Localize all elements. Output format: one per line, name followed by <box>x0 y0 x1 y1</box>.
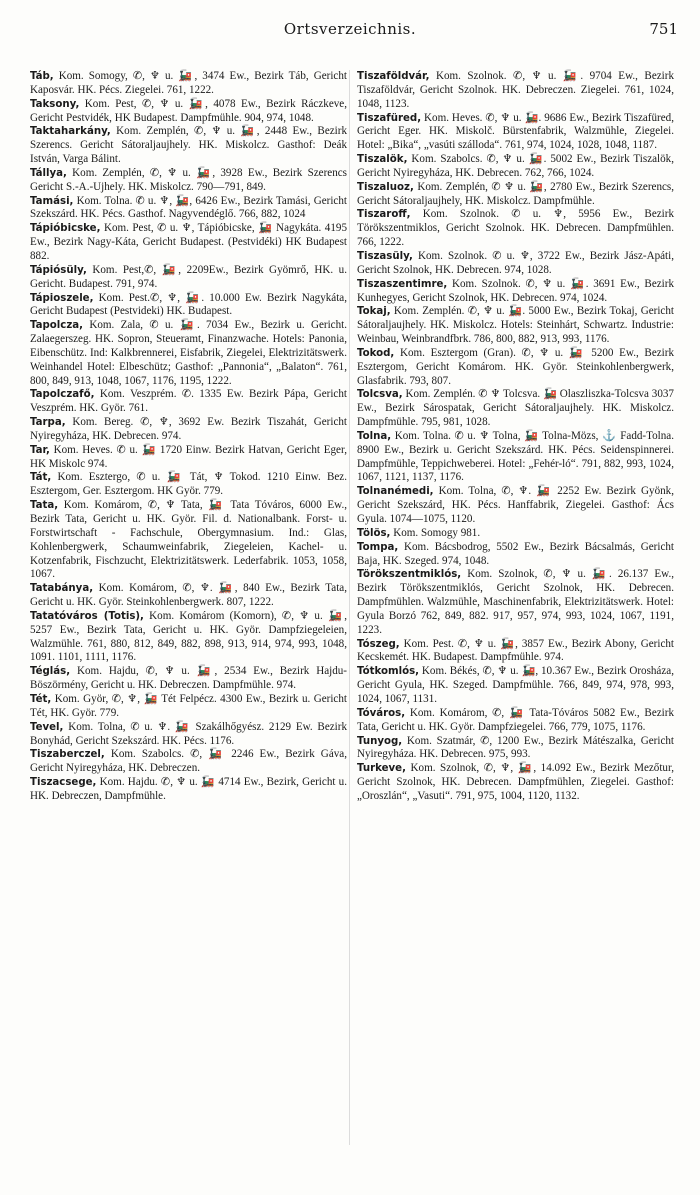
entry-headword: Tatatóváros (Totis), <box>30 610 144 622</box>
directory-entry <box>357 153 674 181</box>
entry-text: Kom. Bácsbodrog, 5502 Ew., Bezirk Bácsalmás, Gericht Baja, HK. Szeged. 974, 1048. <box>357 540 674 567</box>
entry-text: Kom. Szatmár, ✆, 1200 Ew., Bezirk Mátészalka, Gericht Nyiregyháza. HK. Debrecen. 975, 993. <box>357 734 674 761</box>
entry-text: Kom. Szabolcs. ✆, 🚂 2246 Ew., Bezirk Gáva, Gericht Nyiregyháza, HK. Debreczen. <box>30 748 347 775</box>
entry-headword: Tiszalök, <box>357 154 408 166</box>
entry-text: Kom. Györ, ✆, ♆, 🚂 Tét Felpécz. 4300 Ew., Bezirk u. Gericht Tét, HK. Györ. 779. <box>30 692 347 719</box>
directory-entry <box>357 305 674 347</box>
directory-entry <box>357 527 674 541</box>
entry-headword: Tokod, <box>357 347 395 359</box>
entry-text: Kom. Veszprém. ✆. 1335 Ew. Bezirk Pápa, Gericht Veszprém. HK. Györ. 761. <box>30 388 347 415</box>
entry-headword: Tiszaberczel, <box>30 749 105 761</box>
entry-text: Kom. Tolna, ✆ u. ♆. 🚂 Szakálhőgyész. 2129 Ew. Bezirk Bonyhád, Gericht Szekszárd. HK. Pécs. 1176. <box>30 720 347 747</box>
entry-text: Kom. Somogy, ✆, ♆ u. 🚂, 3474 Ew., Bezirk Táb, Gericht Kaposvár. HK. Pécs. Ziegelei. 761, 1222. <box>30 70 347 96</box>
right-column <box>357 70 674 804</box>
directory-entry <box>30 319 347 388</box>
entry-headword: Tápióbicske, <box>30 223 101 235</box>
directory-entry <box>30 70 347 98</box>
entry-headword: Tiszaluoz, <box>357 181 414 193</box>
directory-entry <box>357 485 674 527</box>
entry-text: Kom. Zemplén, ✆, ♆ u. 🚂, 2448 Ew., Bezirk Szerencs. Gericht Sátoraljaujhely. HK. Miskolcz. Gasthof: Deák István, Varga Bálint. <box>30 125 347 166</box>
entry-headword: Tiszafüred, <box>357 112 422 124</box>
entry-text: Kom. Zemplén. ✆ ♆ Tolcsva. 🚂 Olaszliszka-Tolcsva 3037 Ew., Bezirk Sárospatak, Gericht Sátoraljaujhely. HK. Miskolcz. Dampfmühle. 795, 981, 1028. <box>357 388 674 429</box>
directory-entry <box>30 665 347 693</box>
entry-text: Kom. Pest,✆, 🚂, 2209Ew., Bezirk Gyömrő, HK. u. Gericht. Budapest. 791, 974. <box>30 263 347 290</box>
directory-entry <box>357 181 674 209</box>
entry-text: Kom. Bereg. ✆, ♆, 3692 Ew. Bezirk Tiszahát, Gericht Nyiregyháza, HK. Debrecen. 974. <box>30 416 347 442</box>
entry-text: Kom. Szolnok, ✆, ♆, 🚂, 14.092 Ew., Bezirk Mezőtur, Gericht Szolnok, HK. Debrecen. Dampfmühlen, Ziegelei. Gasthof: „Oroszlán“, „Vasuti“. 791, 975, 1004, 1120, 1132. <box>357 762 674 802</box>
entry-text: Kom. Szolnok, ✆, ♆ u. 🚂. 26.137 Ew., Bezirk Törökszentmiklós, Gericht Szolnok, HK. Debrecen. Dampfmühlen. Walzmühle, Maschinenfabrik, Elektrizitätswerk. Hotel: Gyula Borzó 762, 849, 882. 917, 957, 974, 993, 1024, 1067, 1191, 1223. <box>357 568 674 636</box>
entry-headword: Tápioszele, <box>30 292 94 304</box>
running-head: Ortsverzeichnis. <box>283 20 417 38</box>
directory-entry <box>357 112 674 154</box>
directory-entry <box>357 762 674 804</box>
directory-entry <box>30 98 347 126</box>
entry-text: Kom. Esztergo, ✆ u. 🚂 Tát, ♆ Tokod. 1210 Einw. Bez. Esztergom, Ger. Esztergom. HK Györ. 779. <box>30 471 347 498</box>
entry-headword: Tevel, <box>30 721 64 733</box>
entry-text: Kom. Komárom, ✆, ♆ Tata, 🚂 Tata Tóváros, 6000 Ew., Bezirk Tata, Gericht u. HK. Györ. Fil. d. Nationalbank. Forst- u. Forstwirtschaft - Fachschule, Obergymnasium. Ind.: Glas, Kohlenbergwerk, Schaumweinfabrik, Ziegeleien, Kachel- u. Kotzenfabrik, Fischzucht, Elektrizitätswerk. Lederfabrik. 1053, 1058, 1067. <box>30 499 347 581</box>
directory-entry <box>30 748 347 776</box>
entry-headword: Tar, <box>30 444 50 456</box>
directory-entry <box>30 222 347 264</box>
directory-entry <box>30 693 347 721</box>
entry-text: Kom. Heves. ✆ u. 🚂 1720 Einw. Bezirk Hatvan, Gericht Eger, HK Miskolc 974. <box>30 443 347 470</box>
entry-headword: Tamási, <box>30 195 74 207</box>
page-number: 751 <box>649 20 678 38</box>
entry-headword: Tatabánya, <box>30 583 94 595</box>
directory-entry <box>357 430 674 485</box>
directory-entry <box>30 721 347 749</box>
entry-headword: Turkeve, <box>357 763 406 775</box>
directory-entry <box>30 471 347 499</box>
entry-text: Kom. Pest, ✆, ♆ u. 🚂, 4078 Ew., Bezirk Ráczkeve, Gericht Pestvidék, HK Budapest. Dampfmühle. 904, 974, 1048. <box>30 97 347 124</box>
entry-text: Kom. Szolnok. ✆ u. ♆, 5956 Ew., Bezirk Törökszentmiklos, Gericht Szolnok. HK. Debrecen. Dampfmühlen. 766, 1222. <box>357 208 674 249</box>
entry-headword: Tarpa, <box>30 417 66 429</box>
entry-text: Kom. Zemplén, ✆ ♆ u. 🚂, 2780 Ew., Bezirk Szerencs, Gericht Sátoraljaujhely, HK. Miskolcz. Dampfmühle. <box>357 180 675 207</box>
entry-text: Kom. Tolna. ✆ u. ♆ Tolna, 🚂 Tolna-Mözs, ⚓ Fadd-Tolna. 8900 Ew., Bezirk u. Gericht Szekszárd. HK. Pécs. Seidenspinnerei. Dampfmühle, Teppichweberei. Hotel: „Fehér-ló“. 791, 882, 993, 1024, 1067, 1121, 1137, 1176. <box>357 429 674 484</box>
entry-text: Kom. Szolnok. ✆ u. ♆, 3722 Ew., Bezirk Jász-Apáti, Gericht Szolnok, HK. Debrecen. 974, 1028. <box>357 249 674 276</box>
directory-entry <box>30 264 347 292</box>
entry-text: Kom. Zemplén, ✆, ♆ u. 🚂, 3928 Ew., Bezirk Szerencs Gericht S.-A.-Ujhely. HK. Miskolcz. 790—791, 849. <box>30 166 347 193</box>
entry-headword: Tölös, <box>357 527 391 539</box>
entry-headword: Tata, <box>30 500 59 512</box>
entry-headword: Téglás, <box>30 666 71 678</box>
entry-headword: Tótkomlós, <box>357 666 420 678</box>
directory-entry <box>30 125 347 167</box>
entry-headword: Tápiósüly, <box>30 264 87 276</box>
directory-entry <box>30 610 347 665</box>
entry-headword: Tószeg, <box>357 638 400 650</box>
entry-headword: Tapolczafő, <box>30 389 95 401</box>
entry-text: Kom. Tolna, ✆, ♆. 🚂 2252 Ew. Bezirk Gyönk, Gericht Szekszárd, HK. Pécs. Hanffabrik, Ziegelei. Gasthof: Ács Gyula. 1074—1075, 1120. <box>357 485 674 525</box>
entry-text: Kom. Pest. ✆, ♆ u. 🚂, 3857 Ew., Bezirk Abony, Gericht Kecskemét. HK. Budapest. Dampfmühle. 974. <box>357 637 674 664</box>
directory-entry <box>357 568 674 637</box>
directory-entry <box>30 499 347 582</box>
directory-entry <box>30 292 347 320</box>
entry-headword: Tiszacsege, <box>30 777 97 789</box>
directory-entry <box>357 70 674 112</box>
entry-headword: Tiszasüly, <box>357 250 413 262</box>
entry-text: Kom. Pest, ✆ u. ♆, Tápióbicske, 🚂 Nagykáta. 4195 Ew., Bezirk Nagy-Káta, Gericht Budapest. (Pestvidéki) HK Budapest 882. <box>30 222 347 262</box>
directory-entry <box>357 278 674 306</box>
entry-text: Kom. Somogy 981. <box>393 526 481 539</box>
entry-text: Kom. Komárom, ✆, 🚂 Tata-Tóváros 5082 Ew., Bezirk Tata, Gericht u. HK. Györ. Dampfziegelei. 766, 779, 1075, 1176. <box>357 706 674 733</box>
directory-entry <box>30 195 347 223</box>
entry-headword: Tokaj, <box>357 306 391 318</box>
entry-headword: Tiszaroff, <box>357 209 411 221</box>
directory-entry <box>30 416 347 444</box>
entry-headword: Tolna, <box>357 430 392 442</box>
entry-headword: Tát, <box>30 472 52 484</box>
directory-entry <box>357 250 674 278</box>
entry-text: Kom. Zemplén. ✆, ♆ u. 🚂. 5000 Ew., Bezirk Tokaj, Gericht Sátoraljaujhely. HK. Miskolcz. Hotels: Steinhárt, Schwartz. Industrie: Weinbau, Weinbrandfbrk. 786, 800, 882, 913, 993, 1176. <box>357 305 674 346</box>
entry-headword: Tét, <box>30 693 52 705</box>
entry-headword: Táb, <box>30 71 54 82</box>
entry-text: Kom. Hajdu, ✆, ♆ u. 🚂, 2534 Ew., Bezirk Hajdu-Böszörmény, Gericht u. HK. Debreczen. Dampfmühle. 974. <box>30 665 347 692</box>
entry-headword: Tunyog, <box>357 735 403 747</box>
entry-headword: Taktaharkány, <box>30 126 111 138</box>
entry-headword: Taksony, <box>30 98 80 110</box>
entry-headword: Tóváros, <box>357 707 406 719</box>
entry-text: Kom. Pest.✆, ♆, 🚂. 10.000 Ew. Bezirk Nagykáta, Gericht Budapest (Pestvideki) HK. Budapest. <box>30 291 347 318</box>
entry-headword: Tiszaföldvár, <box>357 71 430 82</box>
column-divider <box>349 70 350 1145</box>
page-header <box>0 20 700 44</box>
directory-entry <box>357 347 674 389</box>
entry-text: Kom. Tolna. ✆ u. ♆, 🚂, 6426 Ew., Bezirk Tamási, Gericht Szekszárd. HK. Pécs. Gasthof. Nagyvendéglő. 766, 882, 1024 <box>30 194 347 221</box>
directory-entry <box>30 582 347 610</box>
directory-entry <box>30 388 347 416</box>
directory-entry <box>357 638 674 666</box>
entry-headword: Tállya, <box>30 167 67 179</box>
entry-text: Kom. Komárom, ✆, ♆. 🚂, 840 Ew., Bezirk Tata, Gericht u. HK. Györ. Steinkohlenbergwerk. 807, 1222. <box>30 582 347 609</box>
left-column <box>30 70 347 804</box>
directory-entry <box>30 776 347 804</box>
directory-entry <box>357 208 674 250</box>
entry-text: Kom. Komárom (Komorn), ✆, ♆ u. 🚂, 5257 Ew., Bezirk Tata, Gericht u. HK. Györ. Dampfziegeleien, Walzmühle. 761, 880, 812, 849, 882, 898, 913, 914, 974, 993, 1048, 1091. 1101, 1111, 1176. <box>30 609 347 664</box>
entry-text: Kom. Szolnok. ✆, ♆ u. 🚂. 3691 Ew., Bezirk Kunhegyes, Gericht Szolnok, HK. Debrecen. 974, 1024. <box>357 277 674 304</box>
directory-entry <box>357 735 674 763</box>
directory-entry <box>30 167 347 195</box>
directory-entry <box>357 707 674 735</box>
directory-entry <box>357 665 674 707</box>
entry-headword: Tiszaszentimre, <box>357 278 448 290</box>
entry-headword: Tolcsva, <box>357 389 403 401</box>
entry-text: Kom. Zala, ✆ u. 🚂. 7034 Ew., Bezirk u. Gericht. Zalaegerszeg. HK. Sopron, Steueramt, Finanzwache. Hotels: Panonia, Eibenschütz. Ind: Kalkbrennerei, Eisfabrik, Ziegelei, Elektrizitätswerk. Weinhandel Hotel: Elbeschütz; Gasthof: „Pannonia“, „Balaton“. 761, 800, 849, 913, 1048, 1067, 1176, 1195, 1222. <box>30 319 347 387</box>
directory-entry <box>357 541 674 569</box>
directory-entry <box>30 444 347 472</box>
entry-text: Kom. Szolnok. ✆, ♆ u. 🚂. 9704 Ew., Bezirk Tiszaföldvár, Gericht Szolnok. HK. Debreczen. Ziegelei. 761, 1024, 1048, 1123. <box>357 70 674 110</box>
entry-headword: Tolnanémedi, <box>357 486 434 498</box>
entry-text: Kom. Heves. ✆, ♆ u. 🚂. 9686 Ew., Bezirk Tiszafüred, Gericht Eger. HK. Miskolč. Bürstenfabrik, Walzmühle, Ziegelei. Hotel: „Bika“, „vasúti szálloda“. 761, 974, 1024, 1028, 1048, 1187. <box>357 111 674 152</box>
entry-text: Kom. Szabolcs. ✆, ♆ u. 🚂. 5002 Ew., Bezirk Tiszalök, Gericht Nyiregyháza, HK. Debrecen. 762, 766, 1024. <box>357 153 674 179</box>
directory-entry <box>357 388 674 430</box>
entry-headword: Törökszentmiklós, <box>357 569 462 581</box>
entry-headword: Tapolcza, <box>30 320 84 332</box>
entry-text: Kom. Hajdu. ✆, ♆ u. 🚂 4714 Ew., Bezirk, Gericht u. HK. Debreczen, Dampfmühle. <box>30 776 347 802</box>
entry-headword: Tompa, <box>357 541 399 553</box>
entry-text: Kom. Esztergom (Gran). ✆, ♆ u. 🚂 5200 Ew., Bezirk Esztergom, Gericht Komárom. HK. Györ. Steinkohlenbergwerk, Glasfabrik. 793, 807. <box>357 346 674 387</box>
entry-text: Kom. Békés, ✆, ♆ u. 🚂, 10.367 Ew., Bezirk Orosháza, Gericht Gyula, HK. Szeged. Dampfmühle. 766, 849, 974, 978, 993, 1024, 1067, 1131. <box>357 665 674 705</box>
